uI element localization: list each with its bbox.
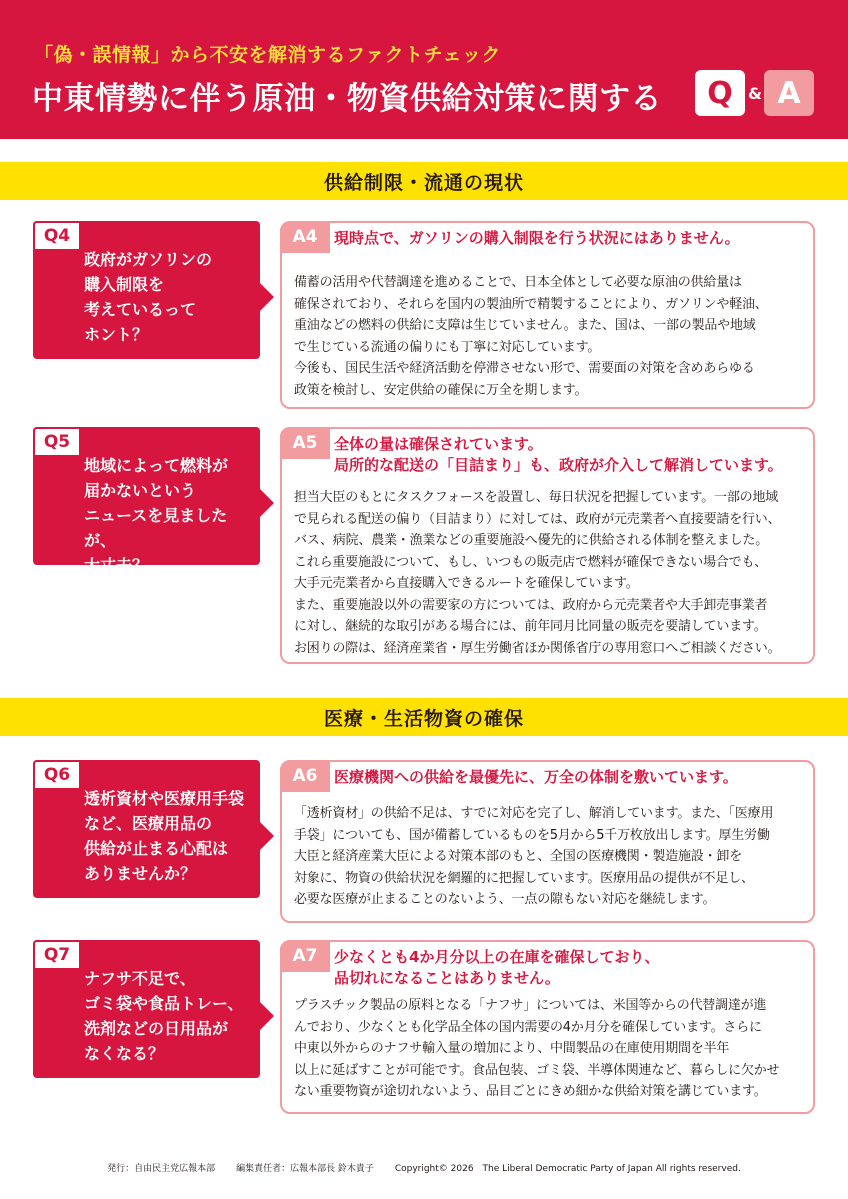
footer-copyright: Copyright© 2026 The Liberal Democratic Party of Japan All rights reserved. (394, 1164, 741, 1174)
answer-headline: 全体の量は確保されています。 局所的な配送の「目詰まり」も、政府が介入して解消しています。 (334, 435, 783, 474)
answer-headline: 現時点で、ガソリンの購入制限を行う状況にはありません。 (334, 229, 740, 247)
question-label: Q7 (33, 940, 81, 970)
answer-card-a4 (280, 221, 815, 409)
answer-label: A7 (280, 940, 330, 972)
answer-card-a5 (280, 427, 815, 664)
question-label: Q5 (33, 427, 81, 457)
answer-label: A4 (280, 221, 330, 253)
footer-publisher: 発行：自由民主党広報本部 (107, 1164, 216, 1174)
answer-card-a6 (280, 760, 815, 923)
answer-body: プラスチック製品の原料となる「ナフサ」については、米国等からの代替調達が進 んでおり、少なくとも化学品全体の国内需要の4か月分を確保しています。さらに 中東以外からのナフサ輸入量の増加により、中間製品の在庫使用期間を半年 以上に延ばすことが可能です。食品包装、ゴミ袋、半導体関連など、暮らしに欠かせ ない重要物資が途切れないよう、品目ごとにきめ細かな供給対策を講じています。 (294, 998, 780, 1099)
q-badge: Q (695, 70, 745, 116)
answer-body: 備蓄の活用や代替調達を進めることで、日本全体として必要な原油の供給量は 確保されており、それらを国内の製油所で精製することにより、ガソリンや軽油、 重油などの燃料の供給に支障は生じていません。また、国は、一部の製品や地域 で生じている流通の偏りにも丁寧に対応しています。 今後も、国民生活や経済活動を停滞させない形で、需要面の対策を含めあらゆる 政策を検討し、安定供給の確保に万全を期します。 (294, 275, 768, 398)
answer-label: A5 (280, 427, 330, 459)
header-subtitle: 「偽・誤情報」から不安を解消するファクトチェック (34, 44, 502, 66)
question-card-q5 (33, 427, 260, 575)
question-label: Q6 (33, 760, 81, 790)
header-banner (0, 0, 848, 139)
answer-label: A6 (280, 760, 330, 792)
question-card-q4 (33, 221, 260, 359)
answer-body: 担当大臣のもとにタスクフォースを設置し、毎日状況を把握しています。一部の地域 で見られる配送の偏り（目詰まり）に対しては、政府が元売業者へ直接要請を行い、 バス、病院、農業・漁業などの重要施設へ優先的に供給される体制を整えました。 これら重要施設について、もし、いつもの販売店で燃料が確保できない場合でも、 大手元売業者から直接購入できるルートを確保しています。 また、重要施設以外の需要家の方については、政府から元売業者や大手卸売事業者 に対し、継続的な取引がある場合には、前年同月比同量の販売を要請しています。 お困りの際は、経済産業省・厚生労働省ほか関係省庁の専用窓口へご相談ください。 (294, 490, 781, 656)
answer-headline: 医療機関への供給を最優先に、万全の体制を敷いています。 (334, 768, 738, 786)
question-card-q7 (33, 940, 260, 1078)
page-title: 中東情勢に伴う原油・物資供給対策に関する (32, 81, 662, 117)
question-text: ナフサ不足で、 ゴミ袋や食品トレー、 洗剤などの日用品が なくなる？ (84, 969, 244, 1063)
footer-editor: 編集責任者：広報本部長 鈴木貴子 (236, 1164, 374, 1174)
question-card-q6 (33, 760, 260, 898)
question-label: Q4 (33, 221, 81, 251)
section-heading-supply: 供給制限・流通の現状 (0, 162, 848, 200)
a-badge: A (764, 70, 814, 116)
question-text: 透析資材や医療用手袋 など、医療用品の 供給が止まる心配は ありませんか？ (84, 789, 245, 883)
question-text: 政府がガソリンの 購入制限を 考えているって ホント？ (84, 250, 213, 344)
answer-card-a7 (280, 940, 815, 1114)
question-text: 地域によって燃料が 届かないという ニュースを見ましたが、 大丈夫？ (84, 456, 229, 575)
answer-body: 「透析資材」の供給不足は、すでに対応を完了し、解消しています。また、「医療用 手袋」についても、国が備蓄しているものを5月から5千万枚放出します。厚生労働 大臣と経済産業大臣による対策本部のもと、全国の医療機関・製造施設・卸を 対象に、物資の供給状況を網羅的に把握しています。医療用品の提供が不足し、 必要な医療が止まることのないよう、一点の隙もない対応を継続します。 (294, 806, 774, 907)
answer-headline: 少なくとも4か月分以上の在庫を確保しており、 品切れになることはありません。 (334, 948, 660, 987)
ampersand: & (748, 84, 762, 103)
section-heading-medical: 医療・生活物資の確保 (0, 698, 848, 736)
footer (0, 1161, 848, 1174)
